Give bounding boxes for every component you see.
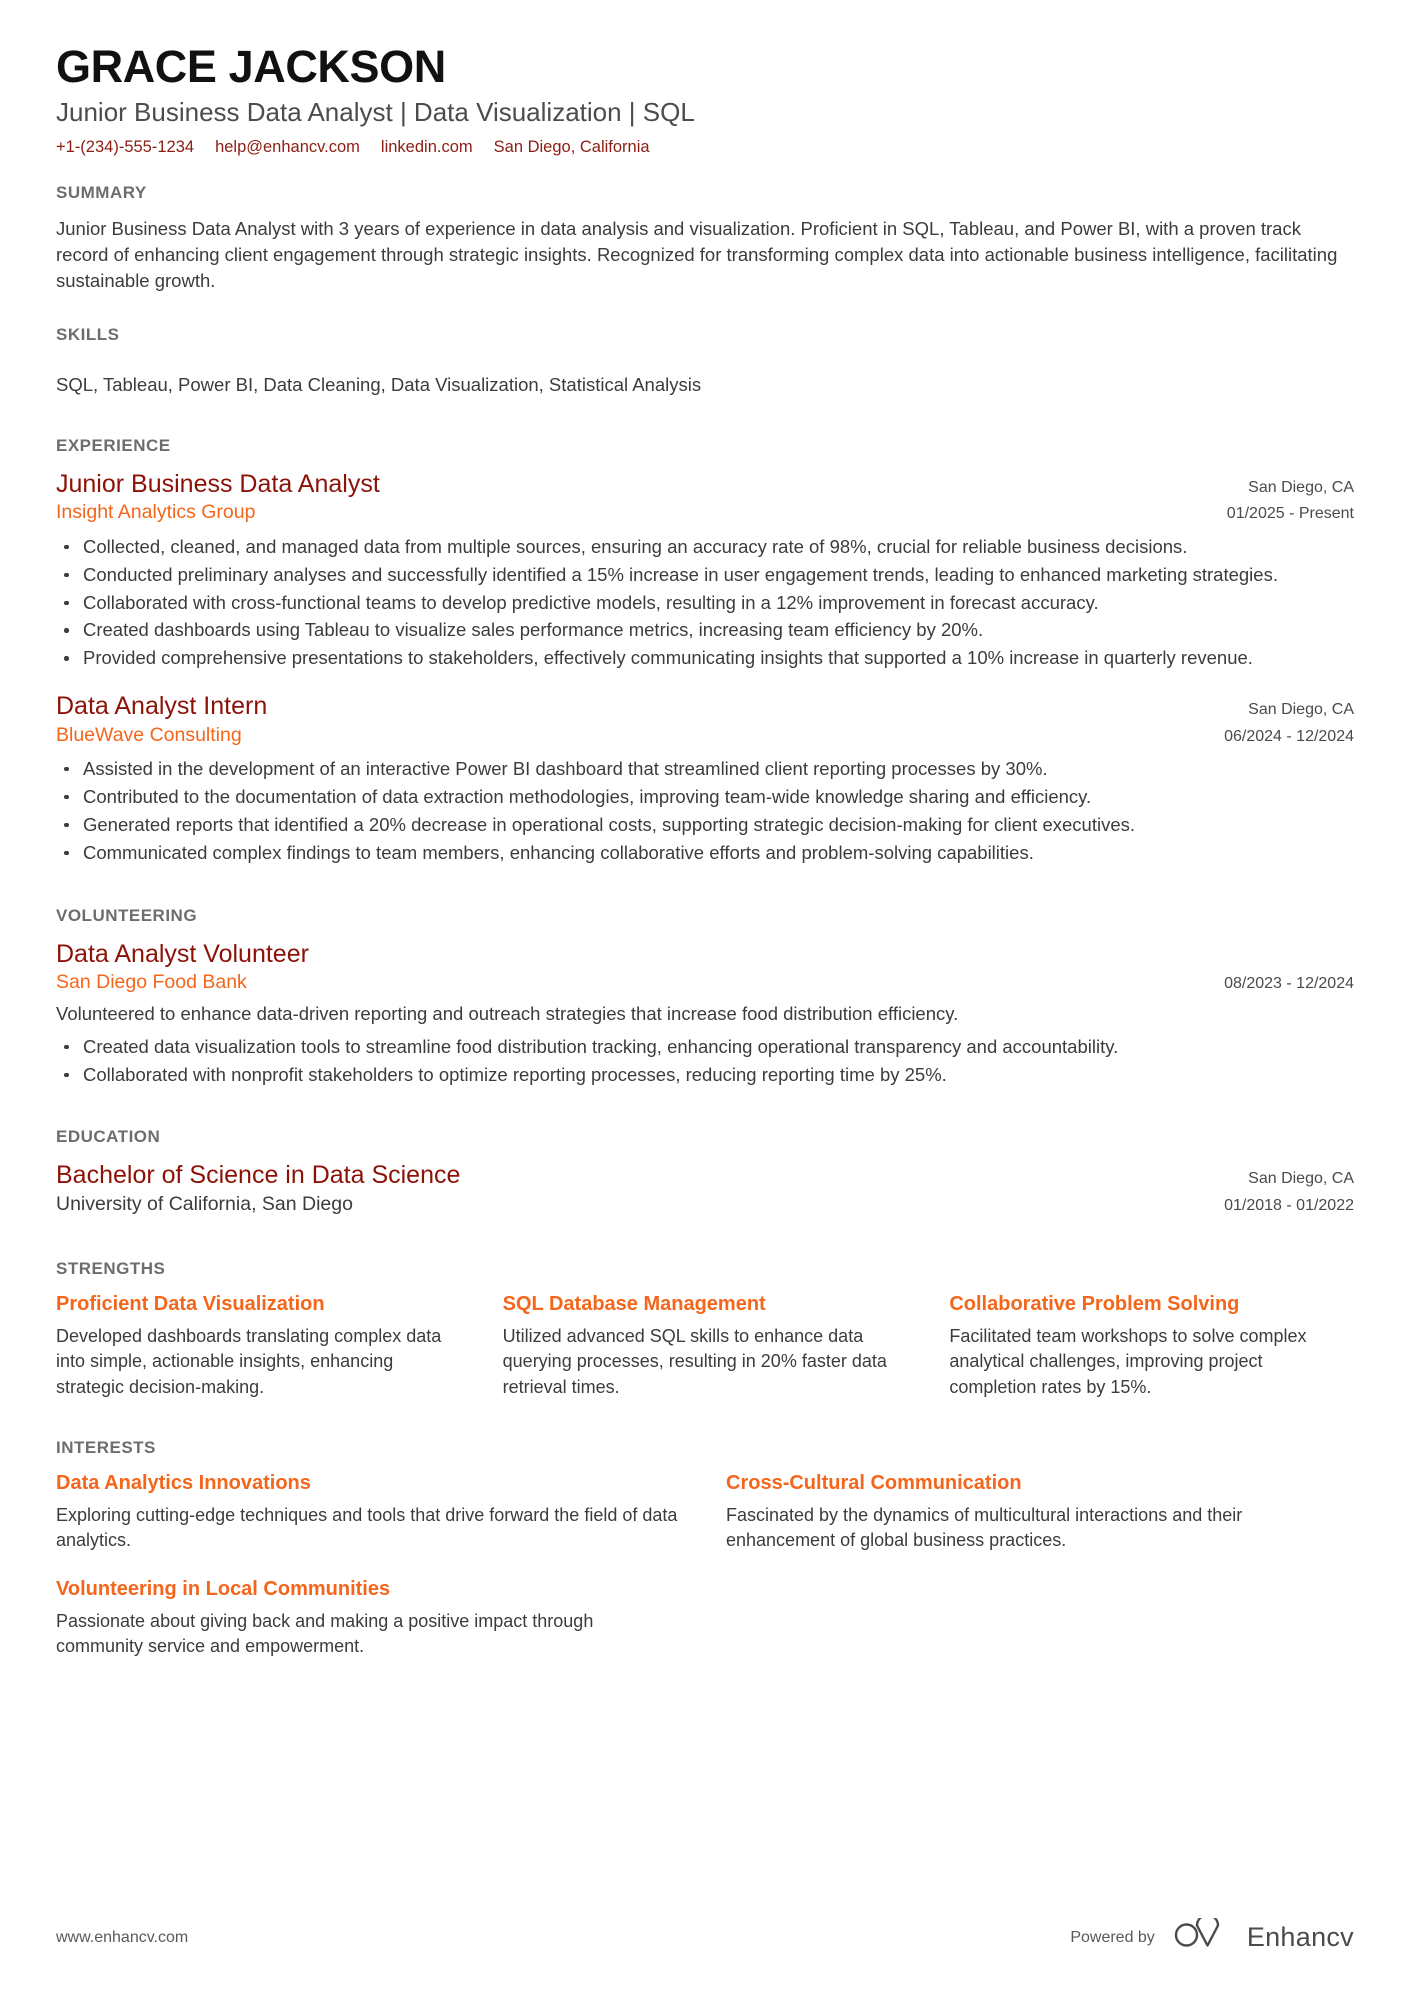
strength-text: Developed dashboards translating complex data into simple, actionable insights, enhancing strategic decision-making. — [56, 1326, 442, 1397]
section-interests — [56, 1438, 1354, 1660]
education-dates: 01/2018 - 01/2022 — [1224, 1196, 1354, 1214]
list-item: Conducted preliminary analyses and successfully identified a 15% increase in user engagement trends, leading to enhanced marketing strategies. — [56, 562, 1354, 588]
volunteering-description: Volunteered to enhance data-driven reporting and outreach strategies that increase food distribution efficiency. — [56, 1003, 959, 1025]
interest-text: Fascinated by the dynamics of multicultural interactions and their enhancement of global business practices. — [726, 1504, 1243, 1550]
section-title-skills: SKILLS — [56, 324, 120, 344]
experience-role: Data Analyst Intern — [56, 692, 268, 721]
strength-card — [56, 1292, 461, 1400]
contact-email[interactable]: help@enhancv.com — [215, 137, 360, 156]
enhancv-brand — [1173, 1918, 1354, 1957]
section-volunteering — [56, 906, 1354, 1088]
section-title-volunteering: VOLUNTEERING — [56, 905, 198, 925]
volunteering-dates: 08/2023 - 12/2024 — [1224, 975, 1354, 993]
interest-text: Exploring cutting-edge techniques and tools that drive forward the field of data analytics. — [56, 1504, 678, 1550]
strength-title: Collaborative Problem Solving — [949, 1293, 1240, 1316]
strength-title: Proficient Data Visualization — [56, 1293, 325, 1316]
education-location: San Diego, CA — [1248, 1170, 1354, 1188]
section-title-experience: EXPERIENCE — [56, 435, 171, 455]
section-education — [56, 1127, 1354, 1219]
interest-card — [56, 1577, 684, 1659]
volunteering-meta — [1224, 969, 1354, 997]
experience-meta — [1227, 469, 1354, 528]
list-item: Contributed to the documentation of data extraction methodologies, improving team-wide knowledge sharing and efficiency. — [56, 784, 1354, 810]
experience-role: Junior Business Data Analyst — [56, 469, 380, 498]
powered-by-label: Powered by — [1070, 1928, 1155, 1946]
list-item: Communicated complex findings to team members, enhancing collaborative efforts and problem-solving capabilities. — [56, 840, 1354, 866]
experience-location: San Diego, CA — [1248, 701, 1354, 719]
list-item: Created dashboards using Tableau to visualize sales performance metrics, increasing team efficiency by 20%. — [56, 617, 1354, 643]
enhancv-logo-icon — [1173, 1918, 1235, 1957]
experience-entry — [56, 469, 1354, 671]
enhancv-brand-name: Enhancv — [1246, 1922, 1354, 1952]
experience-dates: 01/2025 - Present — [1226, 505, 1354, 523]
experience-location: San Diego, CA — [1248, 478, 1354, 496]
strength-text: Facilitated team workshops to solve complex analytical challenges, improving project completion rates by 15%. — [949, 1326, 1307, 1397]
resume-header — [56, 42, 1354, 157]
volunteering-bullet-list — [56, 1034, 1354, 1088]
section-skills — [56, 325, 1354, 398]
interest-title: Data Analytics Innovations — [56, 1471, 311, 1494]
contact-row — [56, 138, 1354, 157]
footer-website[interactable]: www.enhancv.com — [56, 1928, 189, 1946]
volunteering-organization: San Diego Food Bank — [56, 971, 247, 994]
summary-text: Junior Business Data Analyst with 3 years of experience in data analysis and visualization. Proficient in SQL, Tableau, and Power BI, with a proven track record of enhancing client engagement through strategic insights. Recognized for transforming complex data into actionable business intelligence, facilitating sustainable growth. — [56, 217, 1338, 292]
strength-title: SQL Database Management — [502, 1293, 766, 1316]
experience-company: Insight Analytics Group — [56, 501, 256, 524]
experience-bullet-list — [56, 534, 1354, 671]
education-school: University of California, San Diego — [56, 1192, 353, 1215]
experience-entry-header — [56, 691, 1354, 750]
volunteering-role: Data Analyst Volunteer — [56, 939, 309, 968]
section-experience — [56, 436, 1354, 866]
experience-dates: 06/2024 - 12/2024 — [1224, 727, 1354, 745]
interest-text: Passionate about giving back and making a positive impact through community service and empowerment. — [56, 1611, 594, 1657]
volunteering-entry — [56, 939, 1354, 1088]
experience-company: BlueWave Consulting — [56, 723, 242, 746]
contact-linkedin[interactable]: linkedin.com — [380, 137, 473, 156]
interest-card — [726, 1471, 1354, 1553]
list-item: Collaborated with cross-functional teams to develop predictive models, resulting in a 12% improvement in forecast accuracy. — [56, 590, 1354, 616]
experience-entry — [56, 691, 1354, 865]
experience-bullet-list — [56, 756, 1354, 866]
list-item: Assisted in the development of an interactive Power BI dashboard that streamlined client reporting processes by 30%. — [56, 756, 1354, 782]
section-summary — [56, 183, 1354, 295]
interests-grid — [56, 1471, 1354, 1660]
list-item: Generated reports that identified a 20% decrease in operational costs, supporting strategic decision-making for client executives. — [56, 812, 1354, 838]
section-title-summary: SUMMARY — [56, 182, 147, 202]
interest-title: Cross-Cultural Communication — [726, 1471, 1022, 1494]
section-title-education: EDUCATION — [56, 1127, 161, 1147]
list-item: Collected, cleaned, and managed data from multiple sources, ensuring an accuracy rate of 98%, crucial for reliable business decisions. — [56, 534, 1354, 560]
powered-by-block — [1070, 1918, 1354, 1957]
section-title-interests: INTERESTS — [56, 1437, 156, 1457]
education-entry-header — [56, 1160, 1354, 1219]
experience-meta — [1224, 691, 1354, 750]
contact-phone[interactable]: +1-(234)-555-1234 — [56, 137, 195, 156]
candidate-name: GRACE JACKSON — [56, 41, 446, 92]
list-item: Collaborated with nonprofit stakeholders to optimize reporting processes, reducing reporting time by 25%. — [56, 1062, 1354, 1088]
interest-title: Volunteering in Local Communities — [56, 1578, 391, 1601]
strength-card — [503, 1292, 908, 1400]
interest-card — [56, 1471, 684, 1553]
contact-location: San Diego, California — [493, 137, 650, 156]
volunteering-entry-header — [56, 969, 1354, 997]
experience-entry-header — [56, 469, 1354, 528]
strength-text: Utilized advanced SQL skills to enhance data querying processes, resulting in 20% faster data retrieval times. — [502, 1326, 887, 1397]
education-entry — [56, 1160, 1354, 1219]
section-strengths — [56, 1259, 1354, 1400]
skills-text: SQL, Tableau, Power BI, Data Cleaning, Data Visualization, Statistical Analysis — [56, 373, 702, 395]
list-item: Created data visualization tools to streamline food distribution tracking, enhancing operational transparency and accountability. — [56, 1034, 1354, 1060]
strength-card — [949, 1292, 1354, 1400]
education-degree: Bachelor of Science in Data Science — [56, 1161, 461, 1190]
page-footer — [56, 1918, 1354, 1957]
section-title-strengths: STRENGTHS — [56, 1259, 166, 1279]
strengths-grid — [56, 1292, 1354, 1400]
list-item: Provided comprehensive presentations to stakeholders, effectively communicating insights that supported a 10% increase in quarterly revenue. — [56, 645, 1354, 671]
candidate-headline: Junior Business Data Analyst | Data Visualization | SQL — [56, 97, 695, 128]
education-meta — [1224, 1160, 1354, 1219]
